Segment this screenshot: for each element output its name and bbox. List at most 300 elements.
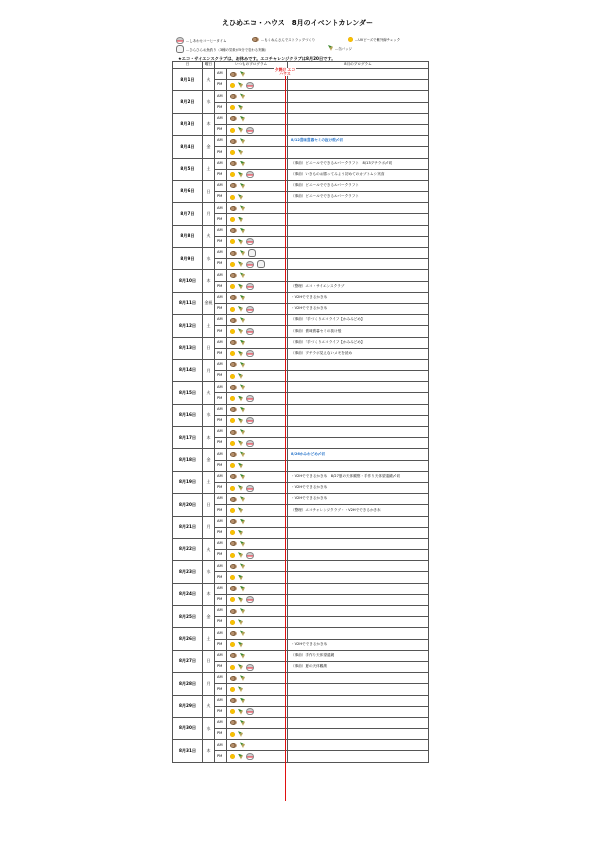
sun-icon — [230, 307, 235, 312]
wedge-icon — [238, 552, 243, 558]
legend-fishing-label: …ひらひらお魚釣り（3種の気象が5分で変わる実験） — [186, 47, 269, 52]
pm-label: PM — [215, 505, 227, 516]
pm-august-program: （事前）いきものお勝ってみよう初めてのカブトムシ実食 — [288, 169, 429, 180]
pm-august-program: （事前）貴味貴暮セミの抜け殻 — [288, 326, 429, 337]
am-august-program — [288, 695, 429, 706]
sun-icon — [230, 150, 235, 155]
am-august-program — [288, 382, 429, 393]
spiral-icon — [230, 519, 237, 524]
am-label: AM — [215, 538, 227, 549]
wedge-icon — [240, 272, 245, 278]
wedge-icon — [238, 597, 243, 603]
pm-usual-icons — [227, 572, 288, 583]
am-label: AM — [215, 673, 227, 684]
pm-usual-icons — [227, 617, 288, 628]
am-august-program: （事前）「手づくりエコライフ【かみみどめ】 — [288, 315, 429, 326]
day-date: 8月20日 — [173, 494, 203, 516]
spiral-icon — [230, 116, 237, 121]
wedge-icon — [238, 82, 243, 88]
am-usual-icons — [227, 292, 288, 303]
sun-icon — [230, 83, 235, 88]
am-label: AM — [215, 382, 227, 393]
wedge-icon — [240, 228, 245, 234]
am-august-program: ・V2Hでできるかき氷 — [288, 292, 429, 303]
wedge-icon — [240, 653, 245, 659]
wedge-icon — [240, 586, 245, 592]
bowl-icon — [246, 261, 254, 268]
pm-august-program — [288, 617, 429, 628]
table-row — [173, 91, 429, 102]
pm-august-program — [288, 214, 429, 225]
am-august-program — [288, 91, 429, 102]
am-usual-icons — [227, 650, 288, 661]
pm-label: PM — [215, 482, 227, 493]
legend-strap — [252, 37, 315, 42]
pm-usual-icons — [227, 393, 288, 404]
day-weekday: 木 — [203, 583, 215, 605]
day-weekday: 金 — [203, 606, 215, 628]
bowl-icon — [176, 37, 184, 44]
wedge-icon — [238, 328, 243, 334]
am-usual-icons — [227, 494, 288, 505]
pm-label: PM — [215, 80, 227, 91]
am-august-program — [288, 248, 429, 259]
sun-icon — [230, 239, 235, 244]
pm-label: PM — [215, 527, 227, 538]
day-weekday: 月 — [203, 673, 215, 695]
spiral-icon — [252, 37, 259, 42]
day-date: 8月18日 — [173, 449, 203, 471]
pm-label: PM — [215, 639, 227, 650]
wedge-icon — [240, 138, 245, 144]
spiral-icon — [230, 497, 237, 502]
club-note: ★エコ・サイエンスクラブは、お休みです。エコチャレンジクラブは8月20日です。 — [178, 56, 336, 61]
table-row — [173, 494, 429, 505]
wedge-icon — [238, 172, 243, 178]
sun-icon — [230, 508, 235, 513]
wedge-icon — [238, 507, 243, 513]
table-row — [173, 113, 429, 124]
day-date: 8月23日 — [173, 561, 203, 583]
pm-label: PM — [215, 661, 227, 672]
spiral-icon — [230, 631, 237, 636]
day-date: 8月15日 — [173, 382, 203, 404]
sun-icon — [230, 374, 235, 379]
table-row — [173, 650, 429, 661]
spiral-icon — [230, 474, 237, 479]
bowl-icon — [246, 485, 254, 492]
bowl-icon — [246, 395, 254, 402]
am-august-program: ・V2Hでできるかき氷 8/27夏の天体観察・手作り天体望遠鏡〆切 — [288, 471, 429, 482]
am-usual-icons — [227, 717, 288, 728]
am-usual-icons — [227, 315, 288, 326]
table-row — [173, 449, 429, 460]
bowl-icon — [246, 708, 254, 715]
wedge-icon — [240, 429, 245, 435]
am-label: AM — [215, 606, 227, 617]
pm-label: PM — [215, 259, 227, 270]
pm-usual-icons — [227, 371, 288, 382]
am-usual-icons — [227, 359, 288, 370]
am-label: AM — [215, 740, 227, 751]
day-weekday: 木 — [203, 740, 215, 762]
wedge-icon — [240, 161, 245, 167]
pm-august-program — [288, 102, 429, 113]
wedge-icon — [238, 351, 243, 357]
day-weekday: 土 — [203, 315, 215, 337]
sun-icon — [230, 105, 235, 110]
am-label: AM — [215, 158, 227, 169]
day-date: 8月29日 — [173, 695, 203, 717]
table-row — [173, 315, 429, 326]
wedge-icon — [240, 451, 245, 457]
pm-label: PM — [215, 348, 227, 359]
wedge-icon — [240, 340, 245, 346]
wedge-icon — [238, 149, 243, 155]
am-label: AM — [215, 471, 227, 482]
pm-usual-icons — [227, 169, 288, 180]
am-usual-icons — [227, 583, 288, 594]
header-august-program: 8月のプログラム — [288, 62, 429, 69]
sun-icon — [348, 37, 353, 42]
am-usual-icons — [227, 270, 288, 281]
pm-usual-icons — [227, 147, 288, 158]
day-date: 8月21日 — [173, 516, 203, 538]
wedge-icon — [238, 194, 243, 200]
am-august-program: 8/12貴味貴暮セミの抜け殻〆切 — [288, 136, 429, 147]
day-weekday: 木 — [203, 270, 215, 292]
legend-badge — [328, 45, 352, 51]
table-row — [173, 180, 429, 191]
wedge-icon — [240, 496, 245, 502]
day-date: 8月5日 — [173, 158, 203, 180]
sun-icon — [230, 329, 235, 334]
table-row — [173, 628, 429, 639]
bowl-icon — [246, 440, 254, 447]
am-august-program — [288, 69, 429, 80]
day-date: 8月22日 — [173, 538, 203, 560]
legend-uv — [348, 37, 400, 42]
spiral-icon — [230, 698, 237, 703]
am-usual-icons — [227, 471, 288, 482]
day-weekday: 月 — [203, 516, 215, 538]
pm-label: PM — [215, 326, 227, 337]
pm-label: PM — [215, 617, 227, 628]
day-weekday: 月 — [203, 203, 215, 225]
day-weekday: 水 — [203, 561, 215, 583]
spiral-icon — [230, 340, 237, 345]
wedge-icon — [238, 754, 243, 760]
am-label: AM — [215, 203, 227, 214]
pm-august-program: （事前）夏の天体観測 — [288, 661, 429, 672]
spiral-icon — [230, 564, 237, 569]
pm-august-program — [288, 147, 429, 158]
table-row — [173, 359, 429, 370]
spiral-icon — [230, 94, 237, 99]
sun-icon — [230, 486, 235, 491]
am-usual-icons — [227, 136, 288, 147]
am-usual-icons — [227, 203, 288, 214]
day-date: 8月3日 — [173, 113, 203, 135]
am-usual-icons — [227, 538, 288, 549]
day-date: 8月24日 — [173, 583, 203, 605]
wedge-icon — [240, 295, 245, 301]
spiral-icon — [230, 206, 237, 211]
wedge-icon — [240, 675, 245, 681]
table-row — [173, 136, 429, 147]
day-date: 8月16日 — [173, 404, 203, 426]
pm-usual-icons — [227, 639, 288, 650]
bowl-icon — [246, 664, 254, 671]
pm-label: PM — [215, 147, 227, 158]
spiral-icon — [230, 541, 237, 546]
pm-usual-icons — [227, 751, 288, 762]
pm-august-program — [288, 460, 429, 471]
am-august-program: ・V2Hでできるかき氷 — [288, 494, 429, 505]
table-row — [173, 292, 429, 303]
spiral-icon — [230, 362, 237, 367]
wedge-icon — [240, 317, 245, 323]
bowl-icon — [246, 350, 254, 357]
spiral-icon — [230, 586, 237, 591]
am-usual-icons — [227, 248, 288, 259]
pm-august-program — [288, 527, 429, 538]
am-august-program — [288, 606, 429, 617]
day-weekday: 日 — [203, 650, 215, 672]
table-row — [173, 516, 429, 527]
spiral-icon — [230, 653, 237, 658]
pm-usual-icons — [227, 192, 288, 203]
day-date: 8月26日 — [173, 628, 203, 650]
pm-label: PM — [215, 729, 227, 740]
pm-august-program — [288, 572, 429, 583]
pm-august-program — [288, 438, 429, 449]
pm-usual-icons — [227, 124, 288, 135]
wedge-icon — [238, 686, 243, 692]
day-date: 8月30日 — [173, 717, 203, 739]
pm-august-program: ・V2Hでできるかき氷 — [288, 482, 429, 493]
pm-august-program — [288, 729, 429, 740]
table-row — [173, 427, 429, 438]
pm-august-program — [288, 751, 429, 762]
wedge-icon — [240, 474, 245, 480]
am-august-program — [288, 673, 429, 684]
pm-label: PM — [215, 550, 227, 561]
day-date: 8月2日 — [173, 91, 203, 113]
sun-icon — [230, 418, 235, 423]
day-weekday: 金祝 — [203, 292, 215, 314]
am-label: AM — [215, 292, 227, 303]
spiral-icon — [230, 676, 237, 681]
pm-label: PM — [215, 169, 227, 180]
pm-august-program: （事前）ビニールでできるルパークラフト — [288, 192, 429, 203]
pm-label: PM — [215, 214, 227, 225]
am-usual-icons — [227, 158, 288, 169]
day-date: 8月31日 — [173, 740, 203, 762]
sun-icon — [230, 687, 235, 692]
wedge-icon — [328, 45, 333, 51]
am-label: AM — [215, 69, 227, 80]
sun-icon — [230, 217, 235, 222]
wedge-icon — [240, 608, 245, 614]
wedge-icon — [240, 250, 245, 256]
legend-strap-label: …もくねんさんでストラップづくり — [261, 38, 316, 42]
am-label: AM — [215, 337, 227, 348]
bowl-icon — [246, 552, 254, 559]
bowl-icon — [246, 753, 254, 760]
spiral-icon — [230, 228, 237, 233]
am-usual-icons — [227, 673, 288, 684]
bowl-icon — [246, 171, 254, 178]
wedge-icon — [238, 642, 243, 648]
spiral-icon — [230, 720, 237, 725]
pm-august-program — [288, 706, 429, 717]
table-row — [173, 561, 429, 572]
pm-usual-icons — [227, 80, 288, 91]
sun-icon — [230, 620, 235, 625]
wedge-icon — [240, 205, 245, 211]
wedge-icon — [238, 127, 243, 133]
am-usual-icons — [227, 91, 288, 102]
am-label: AM — [215, 628, 227, 639]
legend-badge-label: …缶バッジ — [335, 46, 352, 51]
header-usual-program: いつものプログラム — [215, 62, 288, 69]
calendar-body — [173, 69, 429, 763]
table-row — [173, 740, 429, 751]
am-august-program — [288, 628, 429, 639]
wedge-icon — [240, 630, 245, 636]
spiral-icon — [230, 72, 237, 77]
am-label: AM — [215, 561, 227, 572]
wedge-icon — [240, 71, 245, 77]
legend-uv-label: …UVビーズで紫外線チェック — [355, 38, 401, 42]
sun-icon — [230, 351, 235, 356]
day-weekday: 月 — [203, 359, 215, 381]
day-weekday: 日 — [203, 180, 215, 202]
pm-usual-icons — [227, 303, 288, 314]
am-august-program — [288, 427, 429, 438]
spiral-icon — [230, 385, 237, 390]
pm-august-program — [288, 550, 429, 561]
spiral-icon — [230, 251, 237, 256]
spiral-icon — [230, 139, 237, 144]
pm-label: PM — [215, 415, 227, 426]
wedge-icon — [240, 720, 245, 726]
spiral-icon — [230, 295, 237, 300]
am-label: AM — [215, 650, 227, 661]
day-date: 8月10日 — [173, 270, 203, 292]
am-label: AM — [215, 136, 227, 147]
sun-icon — [230, 172, 235, 177]
pm-august-program — [288, 371, 429, 382]
table-row — [173, 225, 429, 236]
header-weekday: 曜日 — [203, 62, 215, 69]
pm-august-program — [288, 393, 429, 404]
pm-usual-icons — [227, 348, 288, 359]
table-row — [173, 337, 429, 348]
sun-icon — [230, 597, 235, 602]
day-date: 8月8日 — [173, 225, 203, 247]
header-day: 日 — [173, 62, 203, 69]
day-weekday: 木 — [203, 427, 215, 449]
am-label: AM — [215, 404, 227, 415]
am-label: AM — [215, 717, 227, 728]
day-weekday: 火 — [203, 695, 215, 717]
legend-coffee-label: …しあわせコーヒータイム — [186, 39, 227, 43]
am-august-program — [288, 203, 429, 214]
ghost-icon — [248, 249, 256, 257]
bowl-icon — [246, 596, 254, 603]
day-weekday: 火 — [203, 538, 215, 560]
am-usual-icons — [227, 382, 288, 393]
am-august-program — [288, 359, 429, 370]
day-date: 8月25日 — [173, 606, 203, 628]
spiral-icon — [230, 609, 237, 614]
pm-label: PM — [215, 371, 227, 382]
am-august-program — [288, 583, 429, 594]
sun-icon — [230, 665, 235, 670]
wedge-icon — [240, 362, 245, 368]
wedge-icon — [238, 373, 243, 379]
am-label: AM — [215, 113, 227, 124]
am-label: AM — [215, 494, 227, 505]
am-usual-icons — [227, 695, 288, 706]
day-weekday: 水 — [203, 248, 215, 270]
day-weekday: 水 — [203, 91, 215, 113]
pm-august-program — [288, 124, 429, 135]
day-weekday: 日 — [203, 494, 215, 516]
pm-august-program — [288, 684, 429, 695]
sun-icon — [230, 642, 235, 647]
wedge-icon — [238, 217, 243, 223]
spiral-icon — [230, 452, 237, 457]
day-date: 8月14日 — [173, 359, 203, 381]
am-august-program — [288, 717, 429, 728]
pm-august-program — [288, 80, 429, 91]
table-row — [173, 538, 429, 549]
pm-label: PM — [215, 594, 227, 605]
pm-august-program: （整理）エコチャレンジクラブ・・V2Hでできるかき氷 — [288, 505, 429, 516]
wedge-icon — [238, 575, 243, 581]
pm-usual-icons — [227, 281, 288, 292]
table-row — [173, 248, 429, 259]
pm-usual-icons — [227, 214, 288, 225]
wedge-icon — [240, 384, 245, 390]
pm-usual-icons — [227, 594, 288, 605]
pm-label: PM — [215, 438, 227, 449]
am-label: AM — [215, 695, 227, 706]
table-header-row — [173, 62, 429, 69]
wedge-icon — [240, 407, 245, 413]
pm-label: PM — [215, 281, 227, 292]
pm-label: PM — [215, 572, 227, 583]
table-row — [173, 695, 429, 706]
am-label: AM — [215, 516, 227, 527]
am-label: AM — [215, 180, 227, 191]
table-row — [173, 203, 429, 214]
pm-august-program: （整理）エコ・サイエンスクラブ — [288, 281, 429, 292]
table-row — [173, 606, 429, 617]
am-august-program: 8/26かみわどめ〆切 — [288, 449, 429, 460]
sun-icon — [230, 284, 235, 289]
am-usual-icons — [227, 561, 288, 572]
wedge-icon — [240, 742, 245, 748]
day-date: 8月19日 — [173, 471, 203, 493]
wedge-icon — [238, 284, 243, 290]
pm-usual-icons — [227, 438, 288, 449]
am-august-program — [288, 270, 429, 281]
evening-eco-house-label: 夕焼け エコハウス — [274, 67, 296, 76]
